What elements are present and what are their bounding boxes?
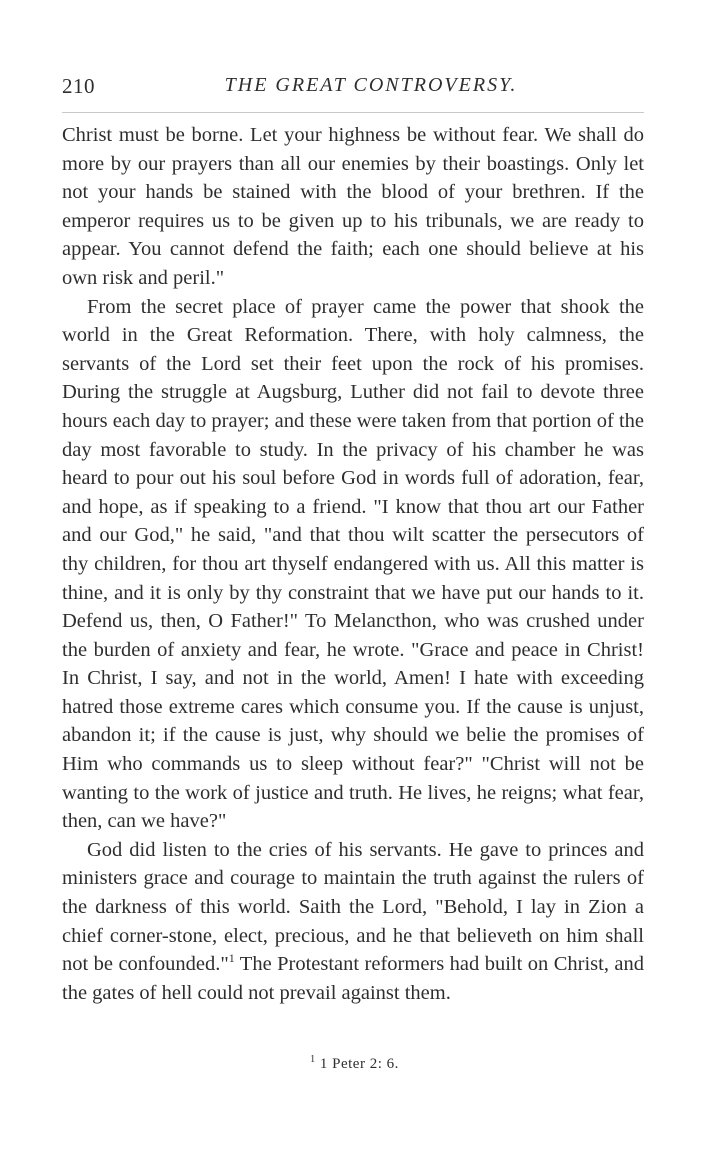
- paragraph-1: [62, 121, 644, 293]
- footnote-reference[interactable]: 1: [228, 951, 235, 966]
- paragraph-2: [62, 293, 644, 836]
- footnote-text: 1 Peter 2: 6.: [319, 1056, 399, 1072]
- footnote-marker: 1: [310, 1054, 316, 1065]
- paragraph-3-text-after: The Protestant reformers had built on Christ, and the gates of hell could not prevail against them.: [62, 953, 645, 1004]
- body-text: [62, 121, 644, 1007]
- paragraph-2-text: From the secret place of prayer came the power that shook the world in the Great Reformation. There, with holy calmness, the servants of the Lord set their feet upon the rock of his promises. During the struggle at Augsburg, Luther did not fail to devote three hours each day to prayer; and these were taken from that portion of the day most favorable to study. In the privacy of his chamber he was heard to pour out his soul before God in words full of adoration, fear, and hope, as if speaking to a friend. "I know that thou art our Father and our God," he said, "and that thou wilt scatter the persecutors of thy children, for thou art thyself endangered with us. All this matter is thine, and it is only by thy constraint that we have put our hands to it. Defend us, then, O Father!" To Melancthon, who was crushed under the burden of anxiety and fear, he wrote. "Grace and peace in Christ! In Christ, I say, and not in the world, Amen! I hate with exceeding hatred those extreme cares which consume you. If the cause is unjust, abandon it; if the cause is just, why should we belie the promises of Him who commands us to sleep without fear?" "Christ will not be wanting to the work of justice and truth. He lives, he reigns; what fear, then, can we have?": [62, 295, 644, 833]
- paragraph-1-text: Christ must be borne. Let your highness be without fear. We shall do more by our prayers than all our enemies by their boastings. Only let not your hands be stained with the blood of your brethren. If the emperor requires us to be given up to his tribunals, we are ready to appear. You cannot defend the faith; each one should believe at his own risk and peril.": [62, 124, 644, 289]
- running-head: [62, 74, 644, 104]
- paragraph-3-text: God did listen to the cries of his servants. He gave to princes and ministers grace and courage to maintain the truth against the rulers of the darkness of this world. Saith the Lord, "Behold, I lay in Zion a chief corner-stone, elect, precious, and he that believeth on him shall not be confounded.": [62, 838, 644, 976]
- header-rule: [62, 112, 644, 113]
- paragraph-3: [62, 836, 644, 1008]
- book-title: THE GREAT CONTROVERSY.: [224, 74, 518, 96]
- footnote: [0, 1056, 709, 1073]
- page-number: 210: [62, 74, 95, 98]
